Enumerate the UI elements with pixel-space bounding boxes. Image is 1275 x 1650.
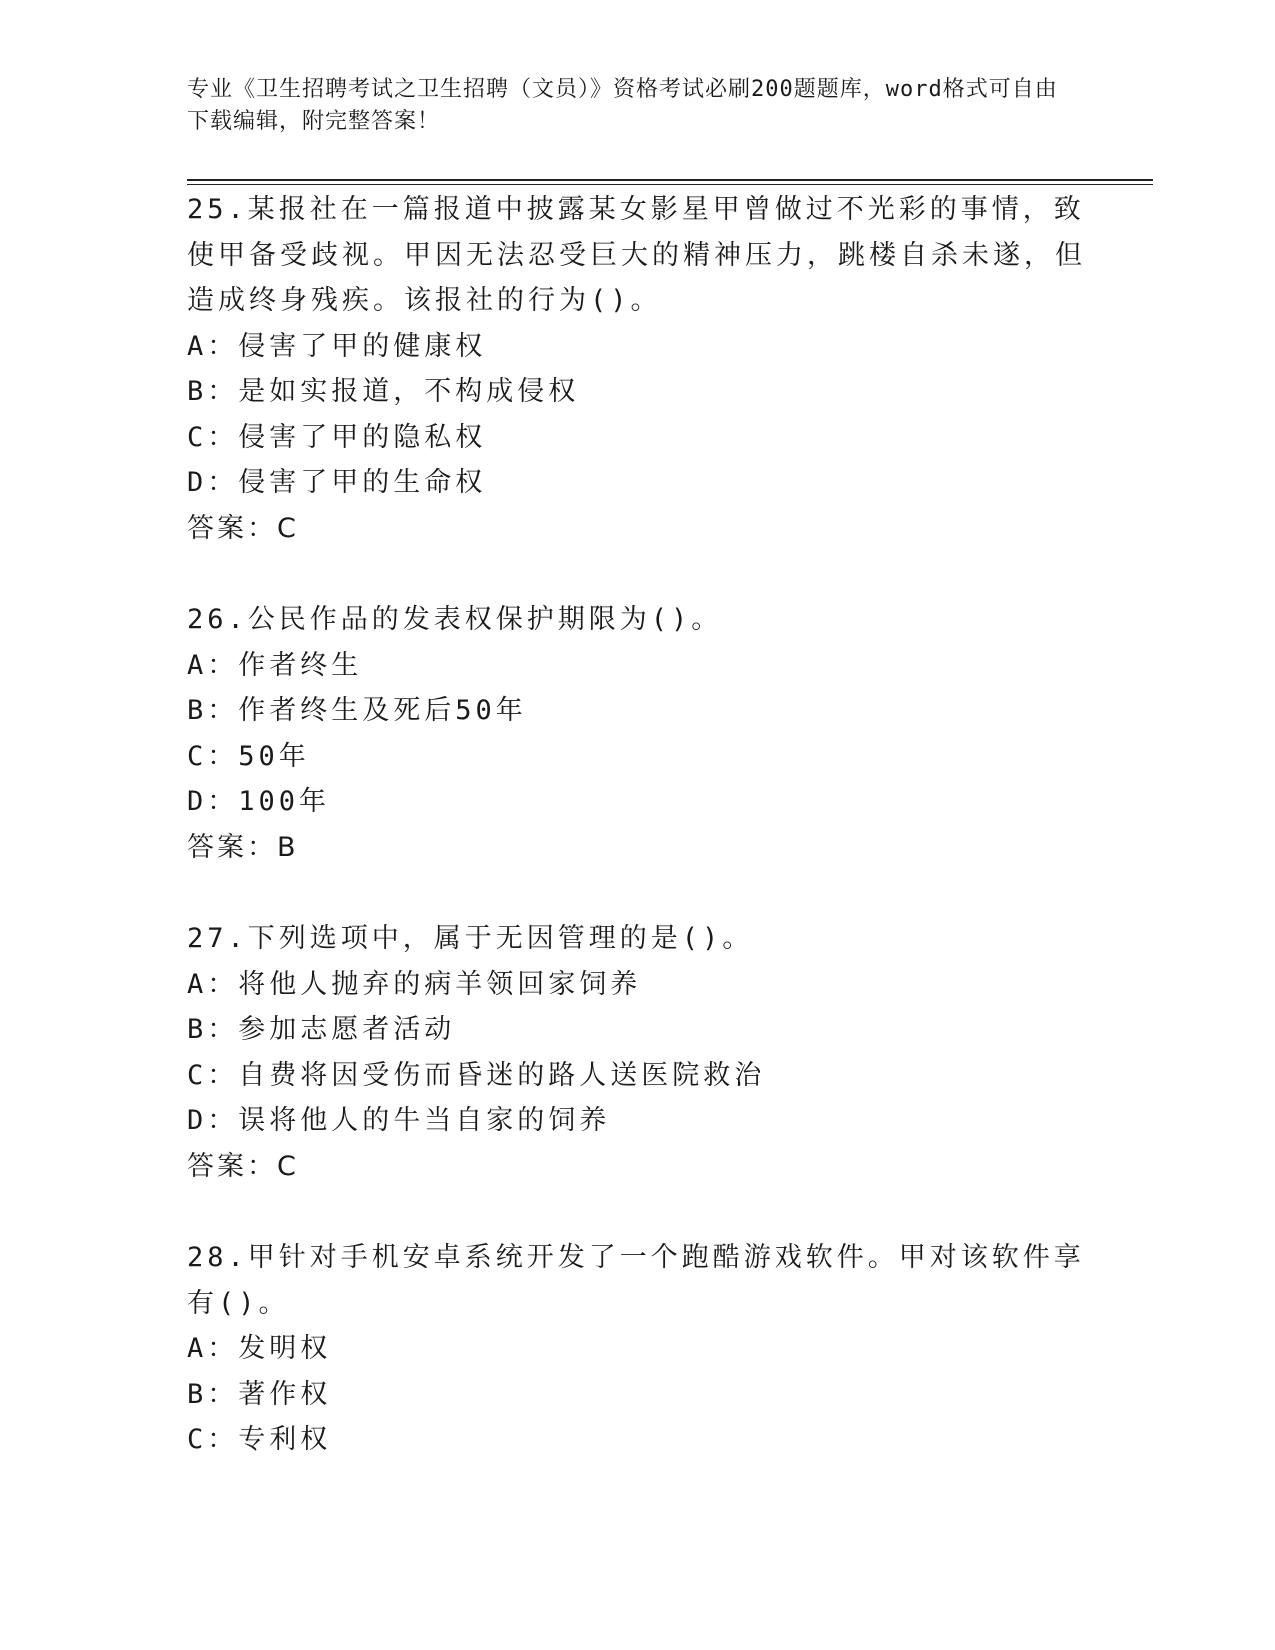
option-c: C：自费将因受伤而昏迷的路人送医院救治 <box>187 1059 766 1091</box>
header-divider-thin <box>187 184 1153 185</box>
option-b: B：作者终生及死后50年 <box>187 695 527 726</box>
question-text: 27.下列选项中，属于无因管理的是()。 <box>187 923 754 954</box>
option-a: A：作者终生 <box>187 649 363 681</box>
question-26 <box>187 597 1087 870</box>
option-d: D：误将他人的牛当自家的饲养 <box>187 1105 611 1136</box>
question-text: 26.公民作品的发表权保护期限为()。 <box>187 604 723 635</box>
option-d: D：100年 <box>187 786 331 817</box>
option-a: A：将他人抛弃的病羊领回家饲养 <box>187 968 642 1000</box>
header-divider-thick <box>187 179 1153 181</box>
option-b: B：著作权 <box>187 1378 332 1410</box>
question-28 <box>187 1235 1087 1463</box>
answer-line: 答案：C <box>187 1150 299 1182</box>
question-27 <box>187 916 1087 1189</box>
answer-line: 答案：C <box>187 512 299 544</box>
option-b: B：参加志愿者活动 <box>187 1014 456 1045</box>
option-a: A：发明权 <box>187 1333 332 1364</box>
option-a: A：侵害了甲的健康权 <box>187 330 487 362</box>
question-text: 28.甲针对手机安卓系统开发了一个跑酷游戏软件。甲对该软件享有()。 <box>187 1242 1085 1319</box>
question-25 <box>187 187 1087 551</box>
question-text: 25.某报社在一篇报道中披露某女影星甲曾做过不光彩的事情，致使甲备受歧视。甲因无法忍受巨大的精神压力，跳楼自杀未遂，但造成终身残疾。该报社的行为()。 <box>187 194 1086 316</box>
answer-line: 答案：B <box>187 831 299 863</box>
option-b: B：是如实报道，不构成侵权 <box>187 376 580 407</box>
document-header: 专业《卫生招聘考试之卫生招聘（文员）》资格考试必刷200题题库，word格式可自由下载编辑，附完整答案！ <box>187 77 1058 134</box>
option-c: C：50年 <box>187 740 310 772</box>
question-list <box>187 187 1087 1509</box>
option-c: C：专利权 <box>187 1424 332 1455</box>
option-d: D：侵害了甲的生命权 <box>187 467 487 498</box>
option-c: C：侵害了甲的隐私权 <box>187 421 487 453</box>
